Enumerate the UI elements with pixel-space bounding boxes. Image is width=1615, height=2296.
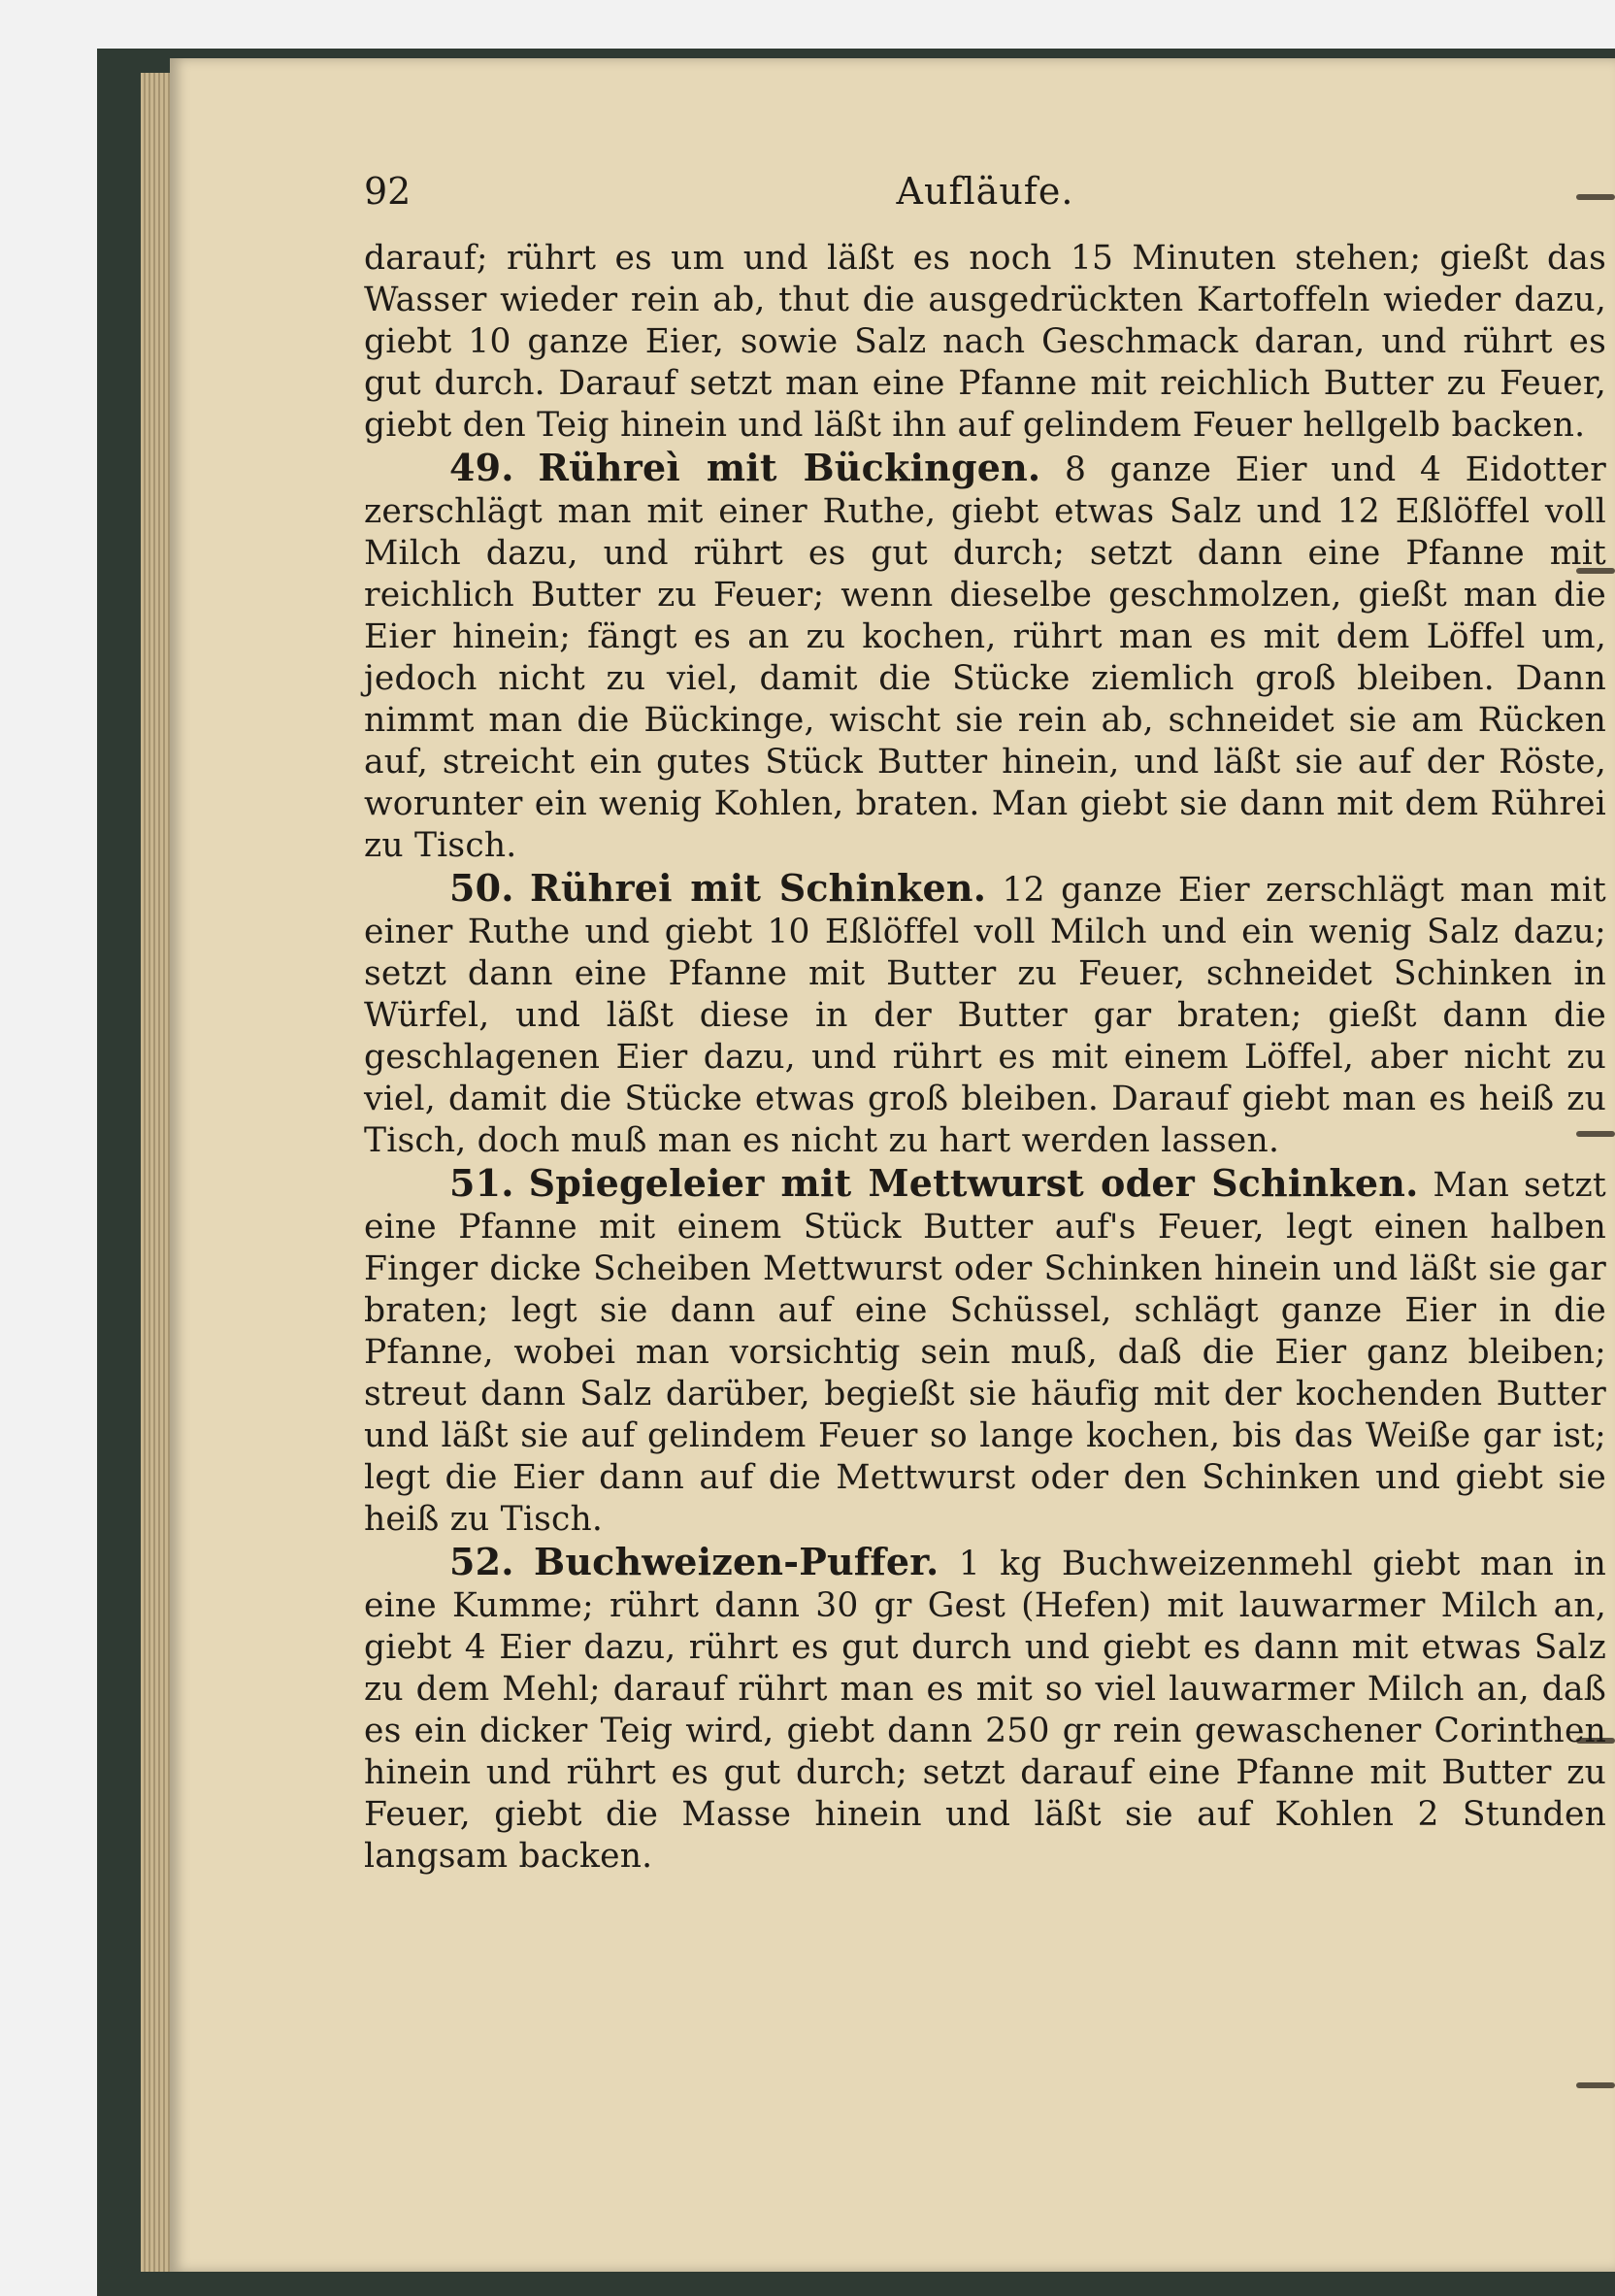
book-page xyxy=(170,58,1615,2272)
paragraph-continuation xyxy=(364,238,1606,447)
recipe-51 xyxy=(364,1162,1606,1541)
recipe-number: 50. xyxy=(449,866,514,910)
recipe-heading: Buchweizen-Puffer. xyxy=(534,1540,939,1583)
recipe-50 xyxy=(364,867,1606,1162)
recipe-52 xyxy=(364,1541,1606,1878)
recipe-heading: Spiegeleier mit Mettwurst oder Schinken. xyxy=(528,1161,1419,1205)
recipe-number: 51. xyxy=(449,1161,514,1205)
page-number: 92 xyxy=(364,170,412,213)
body-text xyxy=(364,238,1606,1878)
page-content xyxy=(364,170,1606,2209)
recipe-text: 12 ganze Eier zerschlägt man mit einer Ruthe und giebt 10 Eßlöffel voll Milch und ein wenig Salz dazu; setzt dann eine Pfanne mit Butter zu Feuer, schneidet Schinken in Würfel, und läßt diese in der Butter gar braten; gießt dann die geschlagenen Eier dazu, und rührt es mit einem Löffel, aber nicht zu viel, damit die Stücke etwas groß bleiben. Darauf giebt man es heiß zu Tisch, doch muß man es nicht zu hart werden lassen. xyxy=(364,871,1606,1160)
recipe-text: 8 ganze Eier und 4 Eidotter zerschlägt man mit einer Ruthe, giebt etwas Salz und 12 Eßlöffel voll Milch dazu, und rührt es gut durch; setzt dann eine Pfanne mit reichlich Butter zu Feuer; wenn dieselbe geschmolzen, gießt man die Eier hinein; fängt es an zu kochen, rührt man es mit dem Löffel um, jedoch nicht zu viel, damit die Stücke ziemlich groß bleiben. Dann nimmt man die Bückinge, wischt sie rein ab, schneidet sie am Rücken auf, streicht ein gutes Stück Butter hinein, und läßt sie auf der Röste, worunter ein wenig Kohlen, braten. Man giebt sie dann mit dem Rührei zu Tisch. xyxy=(364,450,1606,865)
recipe-49 xyxy=(364,447,1606,867)
recipe-number: 52. xyxy=(449,1540,514,1583)
header-title: Aufläufe. xyxy=(896,170,1074,213)
recipe-text: 1 kg Buchweizenmehl giebt man in eine Kumme; rührt dann 30 gr Gest (Hefen) mit lauwarmer Milch an, giebt 4 Eier dazu, rührt es gut durch und giebt es dann mit etwas Salz zu dem Mehl; darauf rührt man es mit so viel lauwarmer Milch an, daß es ein dicker Teig wird, giebt dann 250 gr rein gewaschener Corinthen hinein und rührt es gut durch; setzt darauf eine Pfanne mit Butter zu Feuer, giebt die Masse hinein und läßt sie auf Kohlen 2 Stunden langsam backen. xyxy=(364,1545,1606,1876)
recipe-heading: Rühreì mit Bückingen. xyxy=(538,446,1041,489)
running-head xyxy=(364,170,1606,238)
recipe-text: Man setzt eine Pfanne mit einem Stück Butter auf's Feuer, legt einen halben Finger dicke Scheiben Mettwurst oder Schinken hinein und läßt sie gar braten; legt sie dann auf eine Schüssel, schlägt ganze Eier in die Pfanne, wobei man vorsichtig sein muß, daß die Eier ganz bleiben; streut dann Salz darüber, begießt sie häufig mit der kochenden Butter und läßt sie auf gelindem Feuer so lange kochen, bis das Weiße gar ist; legt die Eier dann auf die Mettwurst oder den Schinken und giebt sie heiß zu Tisch. xyxy=(364,1166,1606,1539)
paragraph-text: darauf; rührt es um und läßt es noch 15 Minuten stehen; gießt das Wasser wieder rein ab, thut die ausgedrückten Kartoffeln wieder dazu, giebt 10 ganze Eier, sowie Salz nach Geschmack daran, und rührt es gut durch. Darauf setzt man eine Pfanne mit reichlich Butter zu Feuer, giebt den Teig hinein und läßt ihn auf gelindem Feuer hellgelb backen. xyxy=(364,239,1606,445)
recipe-number: 49. xyxy=(449,446,514,489)
recipe-heading: Rührei mit Schinken. xyxy=(530,866,987,910)
